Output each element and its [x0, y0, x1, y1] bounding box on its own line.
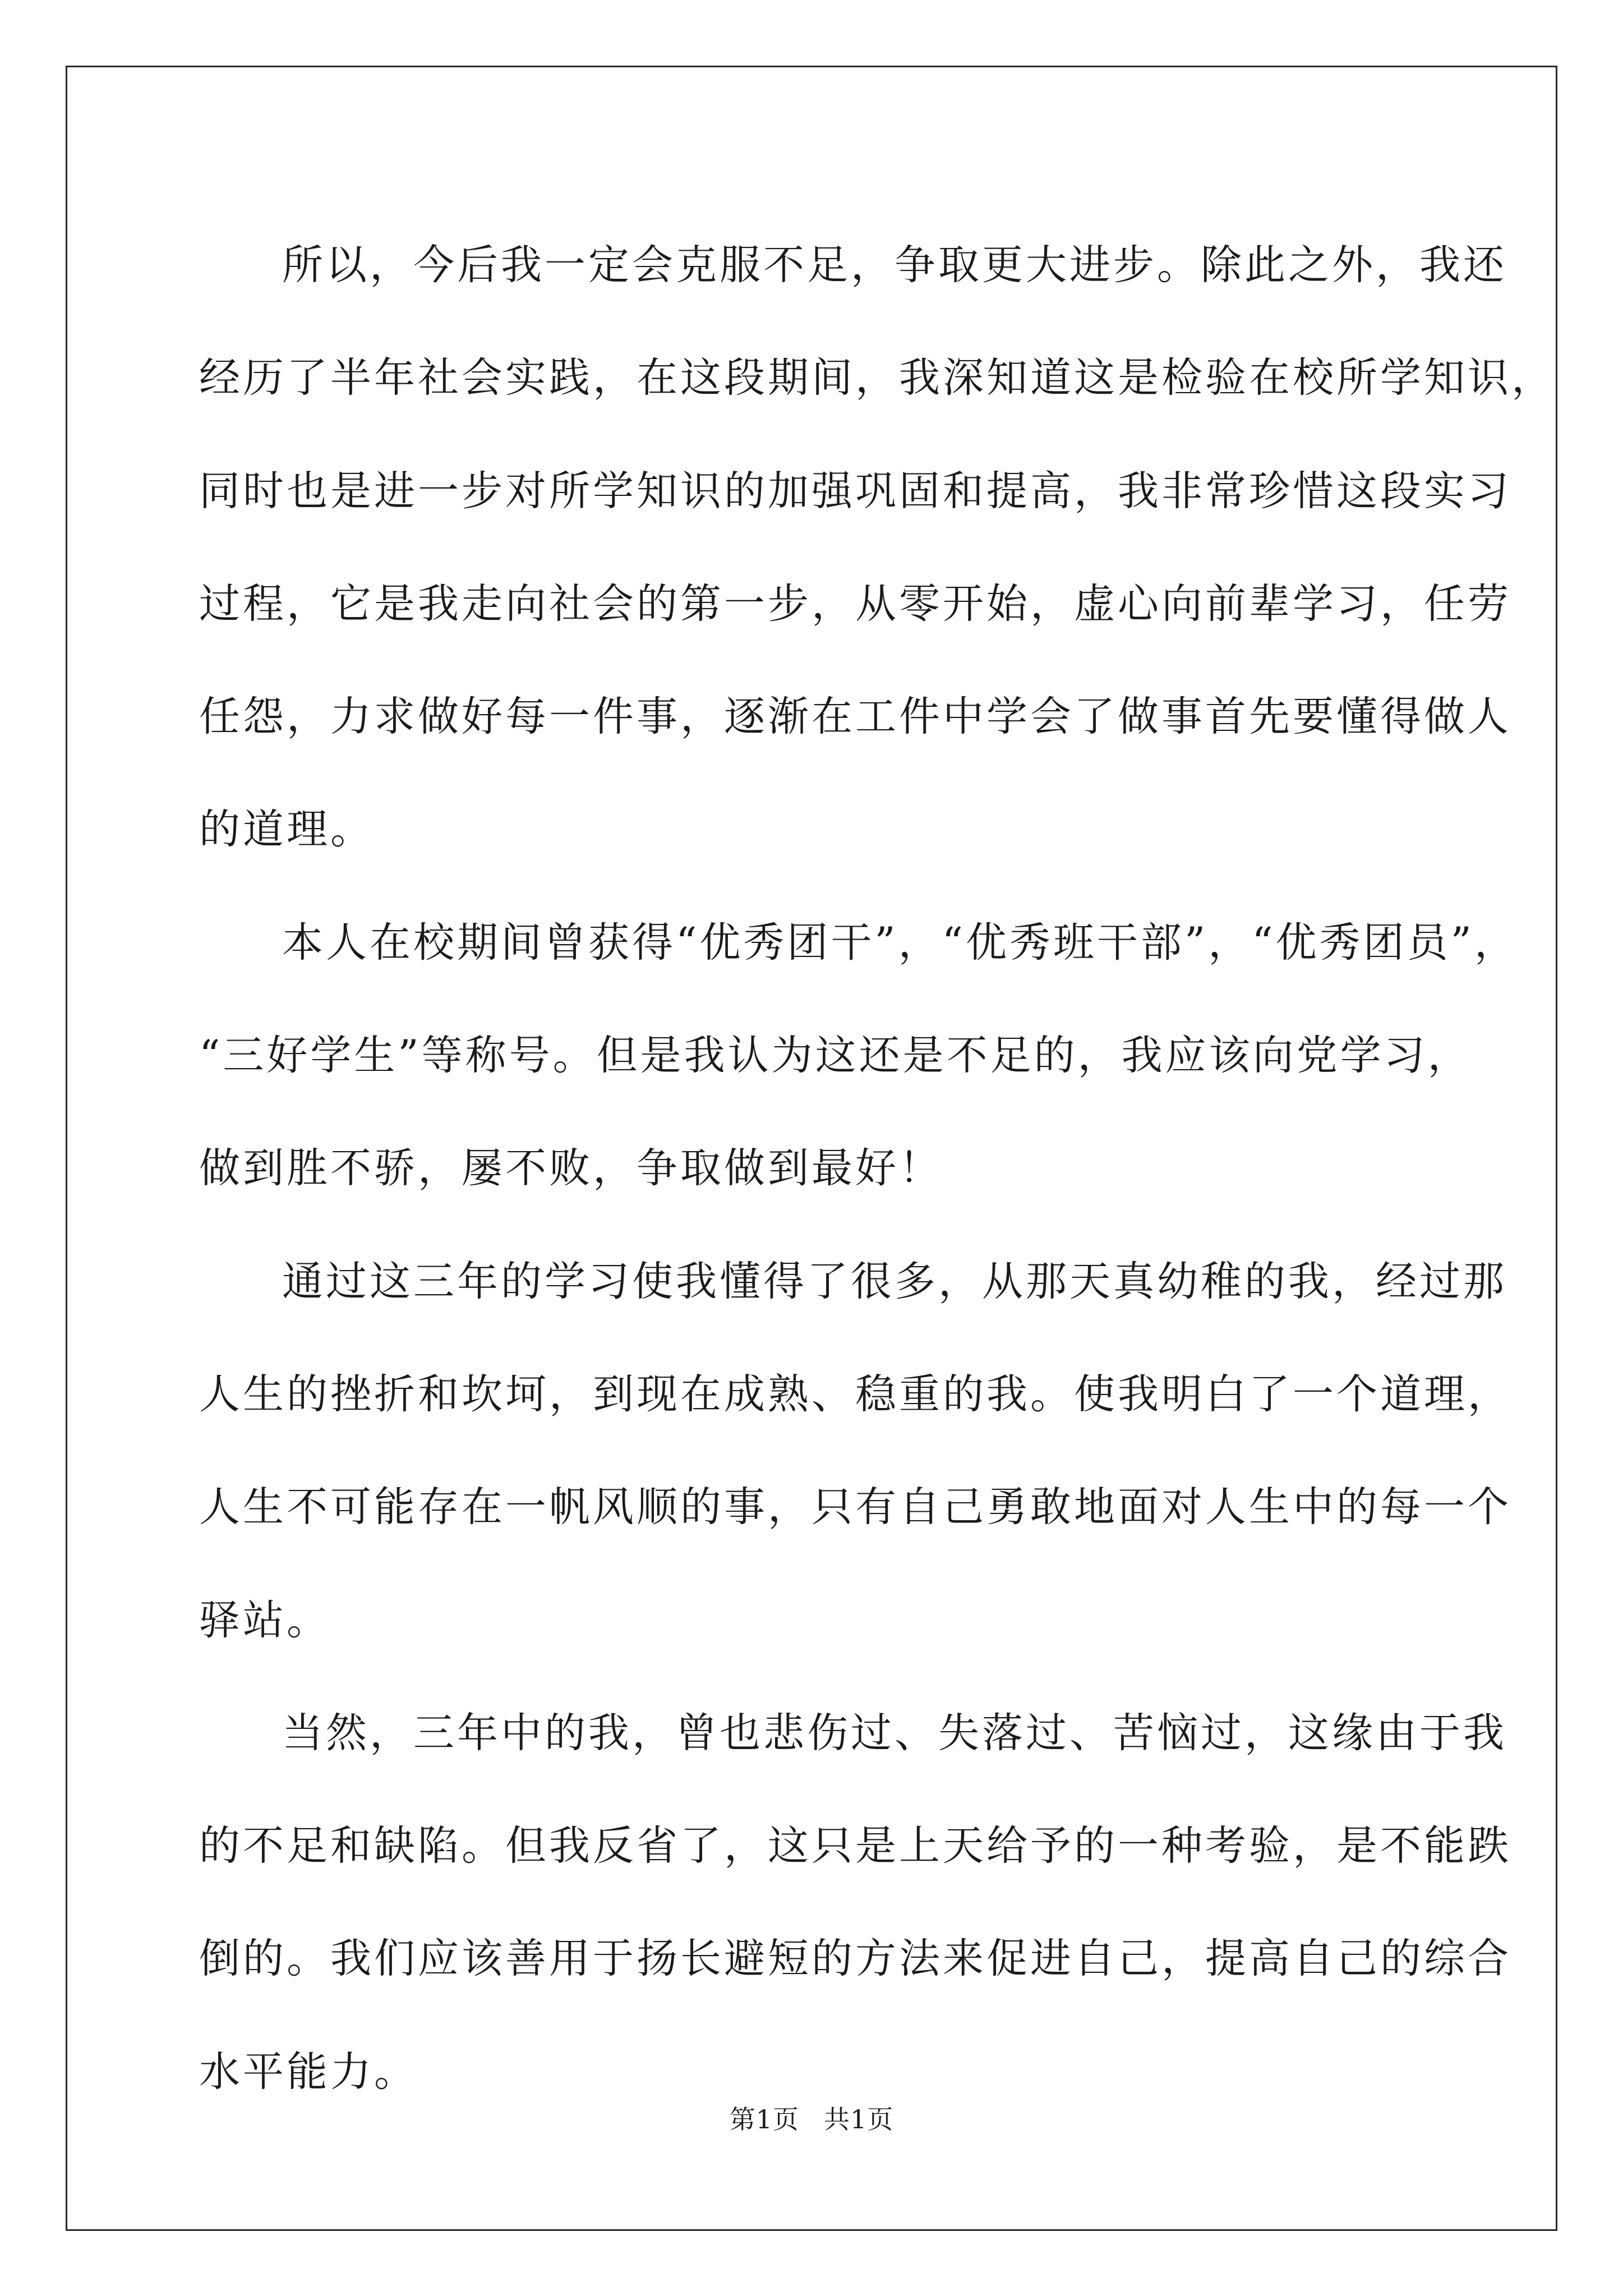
paragraph-4-line-4: 水平能力。: [199, 2047, 418, 2096]
paragraph-1-line-2: 经历了半年社会实践，在这段期间，我深知道这是检验在校所学知识，: [199, 354, 1555, 402]
paragraph-2-line-3: 做到胜不骄，屡不败，争取做到最好！: [199, 1144, 943, 1193]
paragraph-2-line-2: “三好学生”等称号。但是我认为这还是不足的，我应该向党学习，: [199, 1032, 1472, 1080]
page-number-total: 共1页: [824, 2104, 894, 2134]
paragraph-3-line-1: 通过这三年的学习使我懂得了很多，从那天真幼稚的我，经过那: [282, 1257, 1507, 1305]
page-number-current: 第1页: [729, 2104, 799, 2134]
paragraph-3-line-2: 人生的挫折和坎坷，到现在成熟、稳重的我。使我明白了一个道理，: [199, 1370, 1511, 1418]
paragraph-1-line-3: 同时也是进一步对所学知识的加强巩固和提高，我非常珍惜这段实习: [199, 467, 1511, 515]
paragraph-3-line-4: 驿站。: [199, 1596, 330, 1644]
paragraph-1-line-1: 所以，今后我一定会克服不足，争取更大进步。除此之外，我还: [282, 241, 1507, 289]
paragraph-2-line-1: 本人在校期间曾获得“优秀团干”，“优秀班干部”，“优秀团员”，: [282, 918, 1518, 967]
paragraph-4-line-1: 当然，三年中的我，曾也悲伤过、失落过、苦恼过，这缘由于我: [282, 1709, 1507, 1757]
paragraph-1-line-4: 过程，它是我走向社会的第一步，从零开始，虚心向前辈学习，任劳: [199, 579, 1511, 628]
paragraph-3-line-3: 人生不可能存在一帆风顺的事，只有自己勇敢地面对人生中的每一个: [199, 1483, 1511, 1531]
paragraph-1-line-6: 的道理。: [199, 806, 374, 854]
paragraph-4-line-3: 倒的。我们应该善用于扬长避短的方法来促进自己，提高自己的综合: [199, 1935, 1511, 1983]
paragraph-1-line-5: 任怨，力求做好每一件事，逐渐在工件中学会了做事首先要懂得做人: [199, 693, 1511, 741]
document-body: [199, 209, 1555, 2128]
page-footer: [0, 2102, 1623, 2136]
paragraph-4-line-2: 的不足和缺陷。但我反省了，这只是上天给予的一种考验，是不能跌: [199, 1822, 1511, 1870]
